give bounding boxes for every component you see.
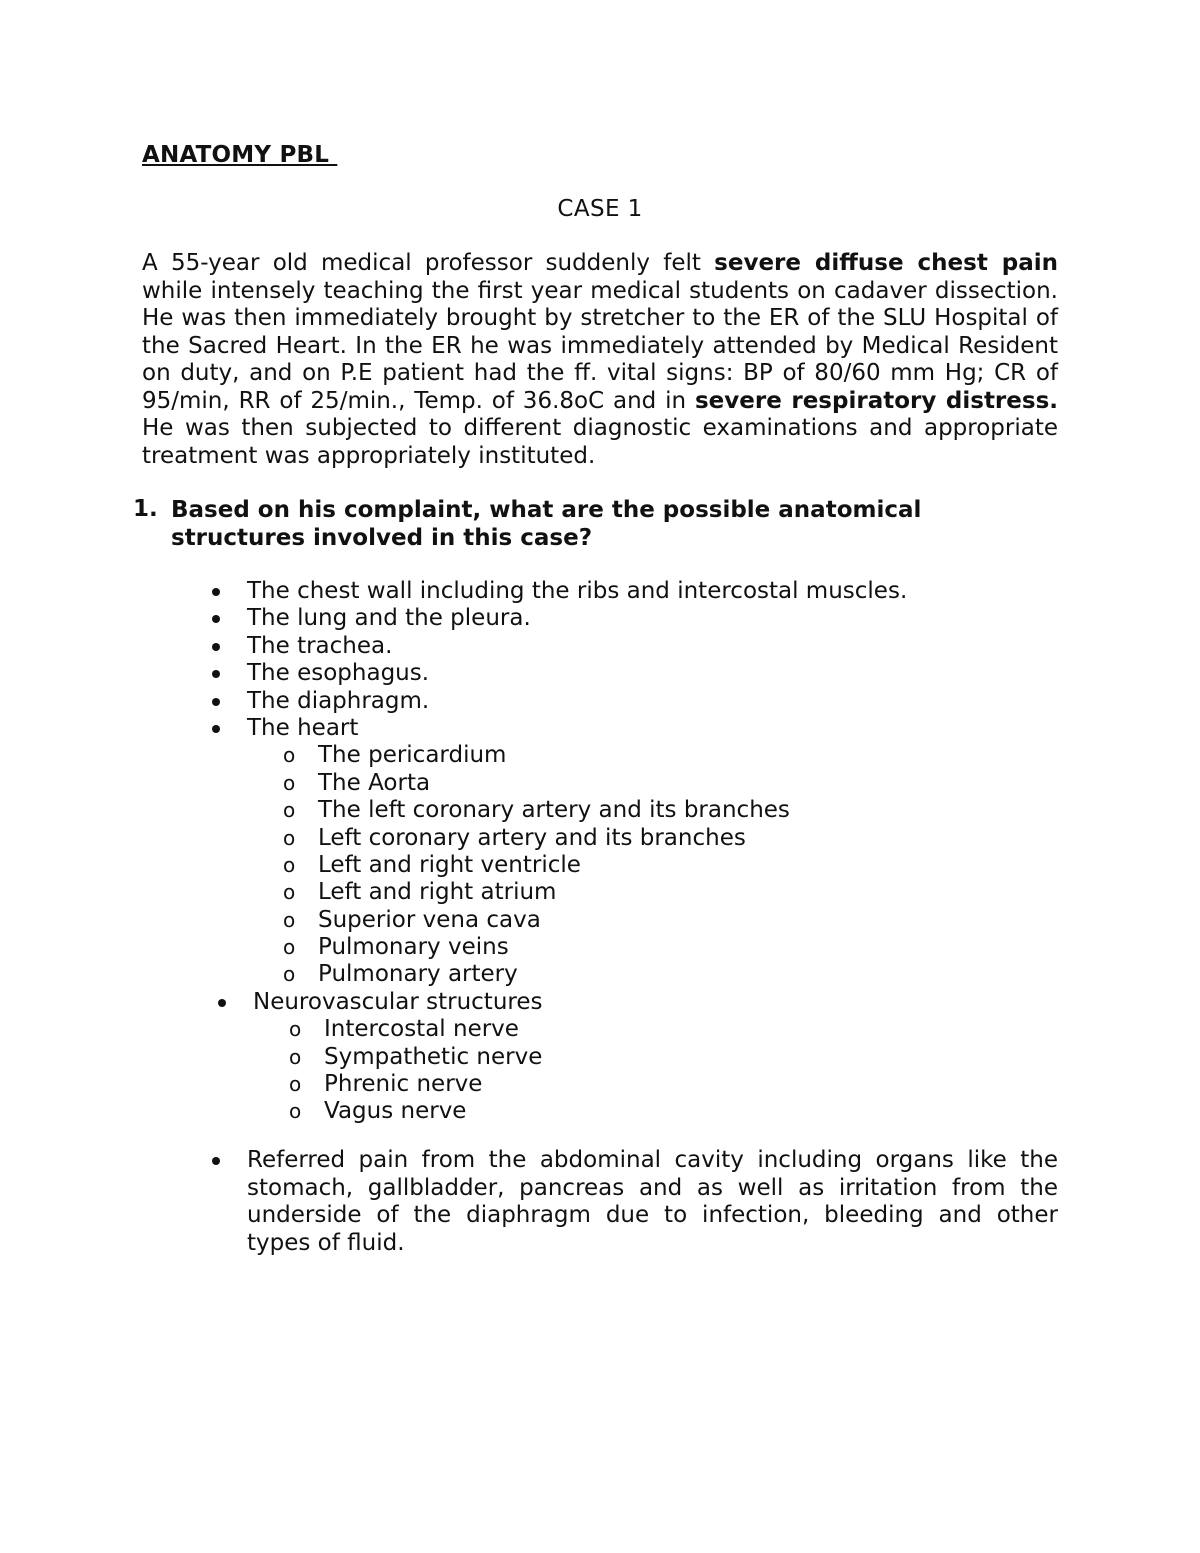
list-item xyxy=(0,688,1200,715)
referred-pain-item: Referred pain from the abdominal cavity including organs like the stomach, gallbladder, pancreas and as well as irritation from the underside of the diaphragm due to infection, bleeding and other types of fluid. xyxy=(247,1147,1058,1256)
question-text: Based on his complaint, what are the possible anatomical structures involved in this case? xyxy=(171,497,922,551)
bullet-icon xyxy=(212,643,220,651)
list-item xyxy=(0,578,1200,605)
circle-bullet-icon: o xyxy=(289,1099,302,1124)
list-item-text: The diaphragm. xyxy=(247,687,430,714)
case-description xyxy=(142,250,1058,470)
sub-list-item xyxy=(0,797,1200,824)
sub-list-item-text: Left coronary artery and its branches xyxy=(318,824,746,851)
bullet-icon xyxy=(212,1157,220,1165)
structures-list xyxy=(0,578,1200,1126)
sub-list-item-text: Left and right atrium xyxy=(318,879,557,906)
circle-bullet-icon: o xyxy=(283,907,296,932)
bullet-icon xyxy=(218,999,226,1007)
circle-bullet-icon: o xyxy=(289,1017,302,1042)
sub-list-item-text: Intercostal nerve xyxy=(324,1016,519,1043)
circle-bullet-icon: o xyxy=(289,1044,302,1069)
list-item-text: The esophagus. xyxy=(247,660,430,687)
bullet-icon xyxy=(212,588,220,596)
list-item-text: The trachea. xyxy=(247,632,393,659)
intro-bold-1: severe diffuse chest pain xyxy=(714,250,1058,276)
intro-text-3: He was then subjected to different diagnostic examinations and appropriate treatment was appropriately instituted. xyxy=(142,415,1058,469)
bullet-icon xyxy=(212,725,220,733)
document-heading: ANATOMY PBL xyxy=(142,142,338,168)
sub-list-item xyxy=(0,1098,1200,1125)
list-item xyxy=(0,633,1200,660)
circle-bullet-icon: o xyxy=(283,962,296,987)
sub-list-item-text: The Aorta xyxy=(318,769,431,796)
case-title: CASE 1 xyxy=(557,196,643,222)
circle-bullet-icon: o xyxy=(283,770,296,795)
sub-list-item xyxy=(0,852,1200,879)
bullet-icon xyxy=(212,615,220,623)
sub-list-item xyxy=(0,1071,1200,1098)
sub-list-item xyxy=(0,934,1200,961)
sub-list-item-text: Phrenic nerve xyxy=(324,1071,483,1098)
list-item xyxy=(0,989,1200,1016)
circle-bullet-icon: o xyxy=(283,825,296,850)
sub-list-item-text: Vagus nerve xyxy=(324,1098,467,1125)
sub-list-item-text: Superior vena cava xyxy=(318,906,541,933)
circle-bullet-icon: o xyxy=(283,743,296,768)
circle-bullet-icon: o xyxy=(283,798,296,823)
intro-text-2: while intensely teaching the first year medical students on cadaver dissection. He was then immediately brought by stretcher to the ER of the SLU Hospital of the Sacred Heart. In the ER he was immediately attended by Medical Resident on duty, and on P.E patient had the ff. vital signs: BP of 80/60 mm Hg; CR of 95/min, RR of 25/min., Temp. of 36.8oC and in xyxy=(142,277,1058,414)
bullet-icon xyxy=(212,698,220,706)
circle-bullet-icon: o xyxy=(283,935,296,960)
sub-list-item-text: Left and right ventricle xyxy=(318,851,581,878)
sub-list-item-text: The pericardium xyxy=(318,742,507,769)
list-item-text: The chest wall including the ribs and intercostal muscles. xyxy=(247,578,908,604)
question-number: 1. xyxy=(133,496,158,522)
circle-bullet-icon: o xyxy=(283,852,296,877)
intro-bold-2: severe respiratory distress. xyxy=(694,387,1058,414)
sub-list-item xyxy=(0,907,1200,934)
list-item-text: Neurovascular structures xyxy=(253,988,543,1015)
circle-bullet-icon: o xyxy=(289,1072,302,1097)
list-item xyxy=(0,605,1200,632)
sub-list-item xyxy=(0,879,1200,906)
sub-list-item xyxy=(0,742,1200,769)
sub-list-item xyxy=(0,961,1200,988)
sub-list-item xyxy=(0,1044,1200,1071)
intro-text-1: A 55-year old medical professor suddenly felt xyxy=(142,250,715,276)
list-item-text: The heart xyxy=(247,714,359,741)
sub-list-item-text: Pulmonary veins xyxy=(318,934,509,961)
list-item xyxy=(0,715,1200,742)
sub-list-item xyxy=(0,770,1200,797)
bullet-icon xyxy=(212,670,220,678)
sub-list-item xyxy=(0,1016,1200,1043)
sub-list-item-text: Sympathetic nerve xyxy=(324,1043,543,1070)
circle-bullet-icon: o xyxy=(283,880,296,905)
list-item-text: The lung and the pleura. xyxy=(247,605,531,632)
sub-list-item-text: Pulmonary artery xyxy=(318,961,518,988)
sub-list-item xyxy=(0,825,1200,852)
sub-list-item-text: The left coronary artery and its branches xyxy=(318,797,790,824)
list-item xyxy=(0,660,1200,687)
